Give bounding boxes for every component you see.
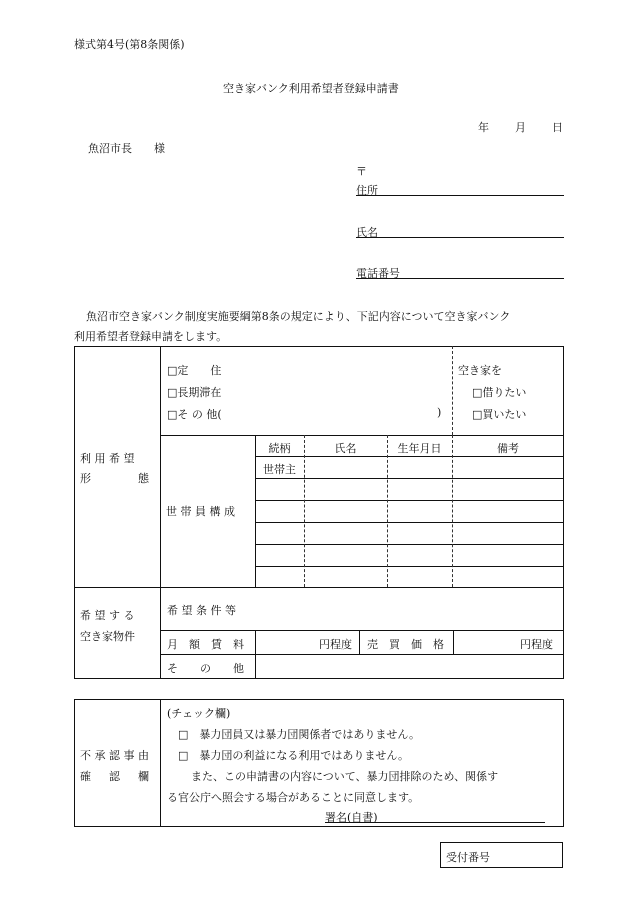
residence-option-other[interactable]: □そ の 他( <box>167 408 222 421</box>
price-unit: 円程度 <box>520 638 553 651</box>
rent-label: 月 額 賃 料 <box>167 638 244 651</box>
postal-mark: 〒 <box>356 165 367 178</box>
household-header-birthdate: 生年月日 <box>397 442 442 455</box>
divider <box>160 654 564 655</box>
other-close-paren: ) <box>437 406 442 419</box>
house-heading: 空き家を <box>458 364 502 377</box>
household-grid-line <box>255 478 564 479</box>
address-field[interactable] <box>356 195 564 196</box>
body-text-line1: 魚沼市空き家バンク制度実施要綱第8条の規定により、下記内容について空き家バンク <box>86 310 511 323</box>
address-label: 住所 <box>356 184 378 197</box>
name-label: 氏名 <box>356 226 378 239</box>
price-label: 売 買 価 格 <box>367 638 444 651</box>
household-header-notes: 備考 <box>497 442 519 455</box>
usage-label-line2: 形 態 <box>80 472 149 485</box>
check-heading: (チェック欄) <box>167 707 231 720</box>
consent-line1: また、この申請書の内容について、暴力団排除のため、関係す <box>191 770 499 783</box>
receipt-number-label: 受付番号 <box>446 851 490 864</box>
phone-label: 電話番号 <box>356 267 400 280</box>
divider <box>160 435 564 436</box>
divider <box>74 587 564 588</box>
household-grid-line <box>255 456 564 457</box>
residence-option-long-stay[interactable]: □長期滞在 <box>167 386 222 399</box>
household-grid-dashed <box>387 435 388 587</box>
check-item-not-member[interactable]: □ 暴力団員又は暴力団関係者ではありません。 <box>178 728 421 741</box>
price-divider <box>453 630 454 654</box>
check-item-not-benefit[interactable]: □ 暴力団の利益になる利用ではありません。 <box>178 749 410 762</box>
check-label-line1: 不 承 認 事 由 <box>80 749 149 762</box>
other-label: そ の 他 <box>167 662 244 675</box>
household-grid-line <box>255 500 564 501</box>
house-option-rent[interactable]: □借りたい <box>472 386 527 399</box>
desired-label-line2: 空き家物件 <box>80 630 135 643</box>
usage-label-line1: 利 用 希 望 <box>80 452 135 465</box>
household-header-relation: 続柄 <box>268 442 291 455</box>
check-column-divider <box>160 699 161 827</box>
phone-field[interactable] <box>356 278 564 279</box>
date-year-label: 年 <box>478 121 489 134</box>
household-head-relation: 世帯主 <box>263 463 296 476</box>
household-label: 世 帯 員 構 成 <box>166 505 235 518</box>
house-option-buy[interactable]: □買いたい <box>472 408 527 421</box>
check-label-line2: 確 認 欄 <box>80 770 149 783</box>
consent-line2: る官公庁へ照会する場合があることに同意します。 <box>167 791 420 804</box>
form-number: 様式第4号(第8条関係) <box>74 38 185 51</box>
household-grid-dashed <box>452 435 453 587</box>
date-month-label: 月 <box>515 121 526 134</box>
conditions-divider <box>255 630 256 679</box>
household-header-name: 氏名 <box>334 442 357 455</box>
conditions-label: 希 望 条 件 等 <box>167 604 236 617</box>
household-grid-dashed <box>304 435 305 587</box>
addressee: 魚沼市長 様 <box>88 142 165 155</box>
name-field[interactable] <box>356 237 564 238</box>
rent-unit: 円程度 <box>319 638 352 651</box>
household-grid-line <box>255 566 564 567</box>
household-grid-line <box>255 544 564 545</box>
household-divider <box>255 435 256 587</box>
signature-label: 署名(自書) <box>325 811 378 824</box>
usage-dashed-divider <box>452 346 453 435</box>
date-day-label: 日 <box>552 121 563 134</box>
desired-label-line1: 希 望 す る <box>80 609 135 622</box>
body-text-line2: 利用希望者登録申請をします。 <box>74 330 228 343</box>
divider <box>160 630 564 631</box>
residence-option-permanent[interactable]: □定 住 <box>167 364 222 377</box>
signature-field[interactable] <box>325 822 545 823</box>
rent-divider <box>359 630 360 654</box>
household-grid-line <box>255 522 564 523</box>
page-title: 空き家バンク利用希望者登録申請書 <box>223 82 399 95</box>
check-table <box>74 699 564 827</box>
